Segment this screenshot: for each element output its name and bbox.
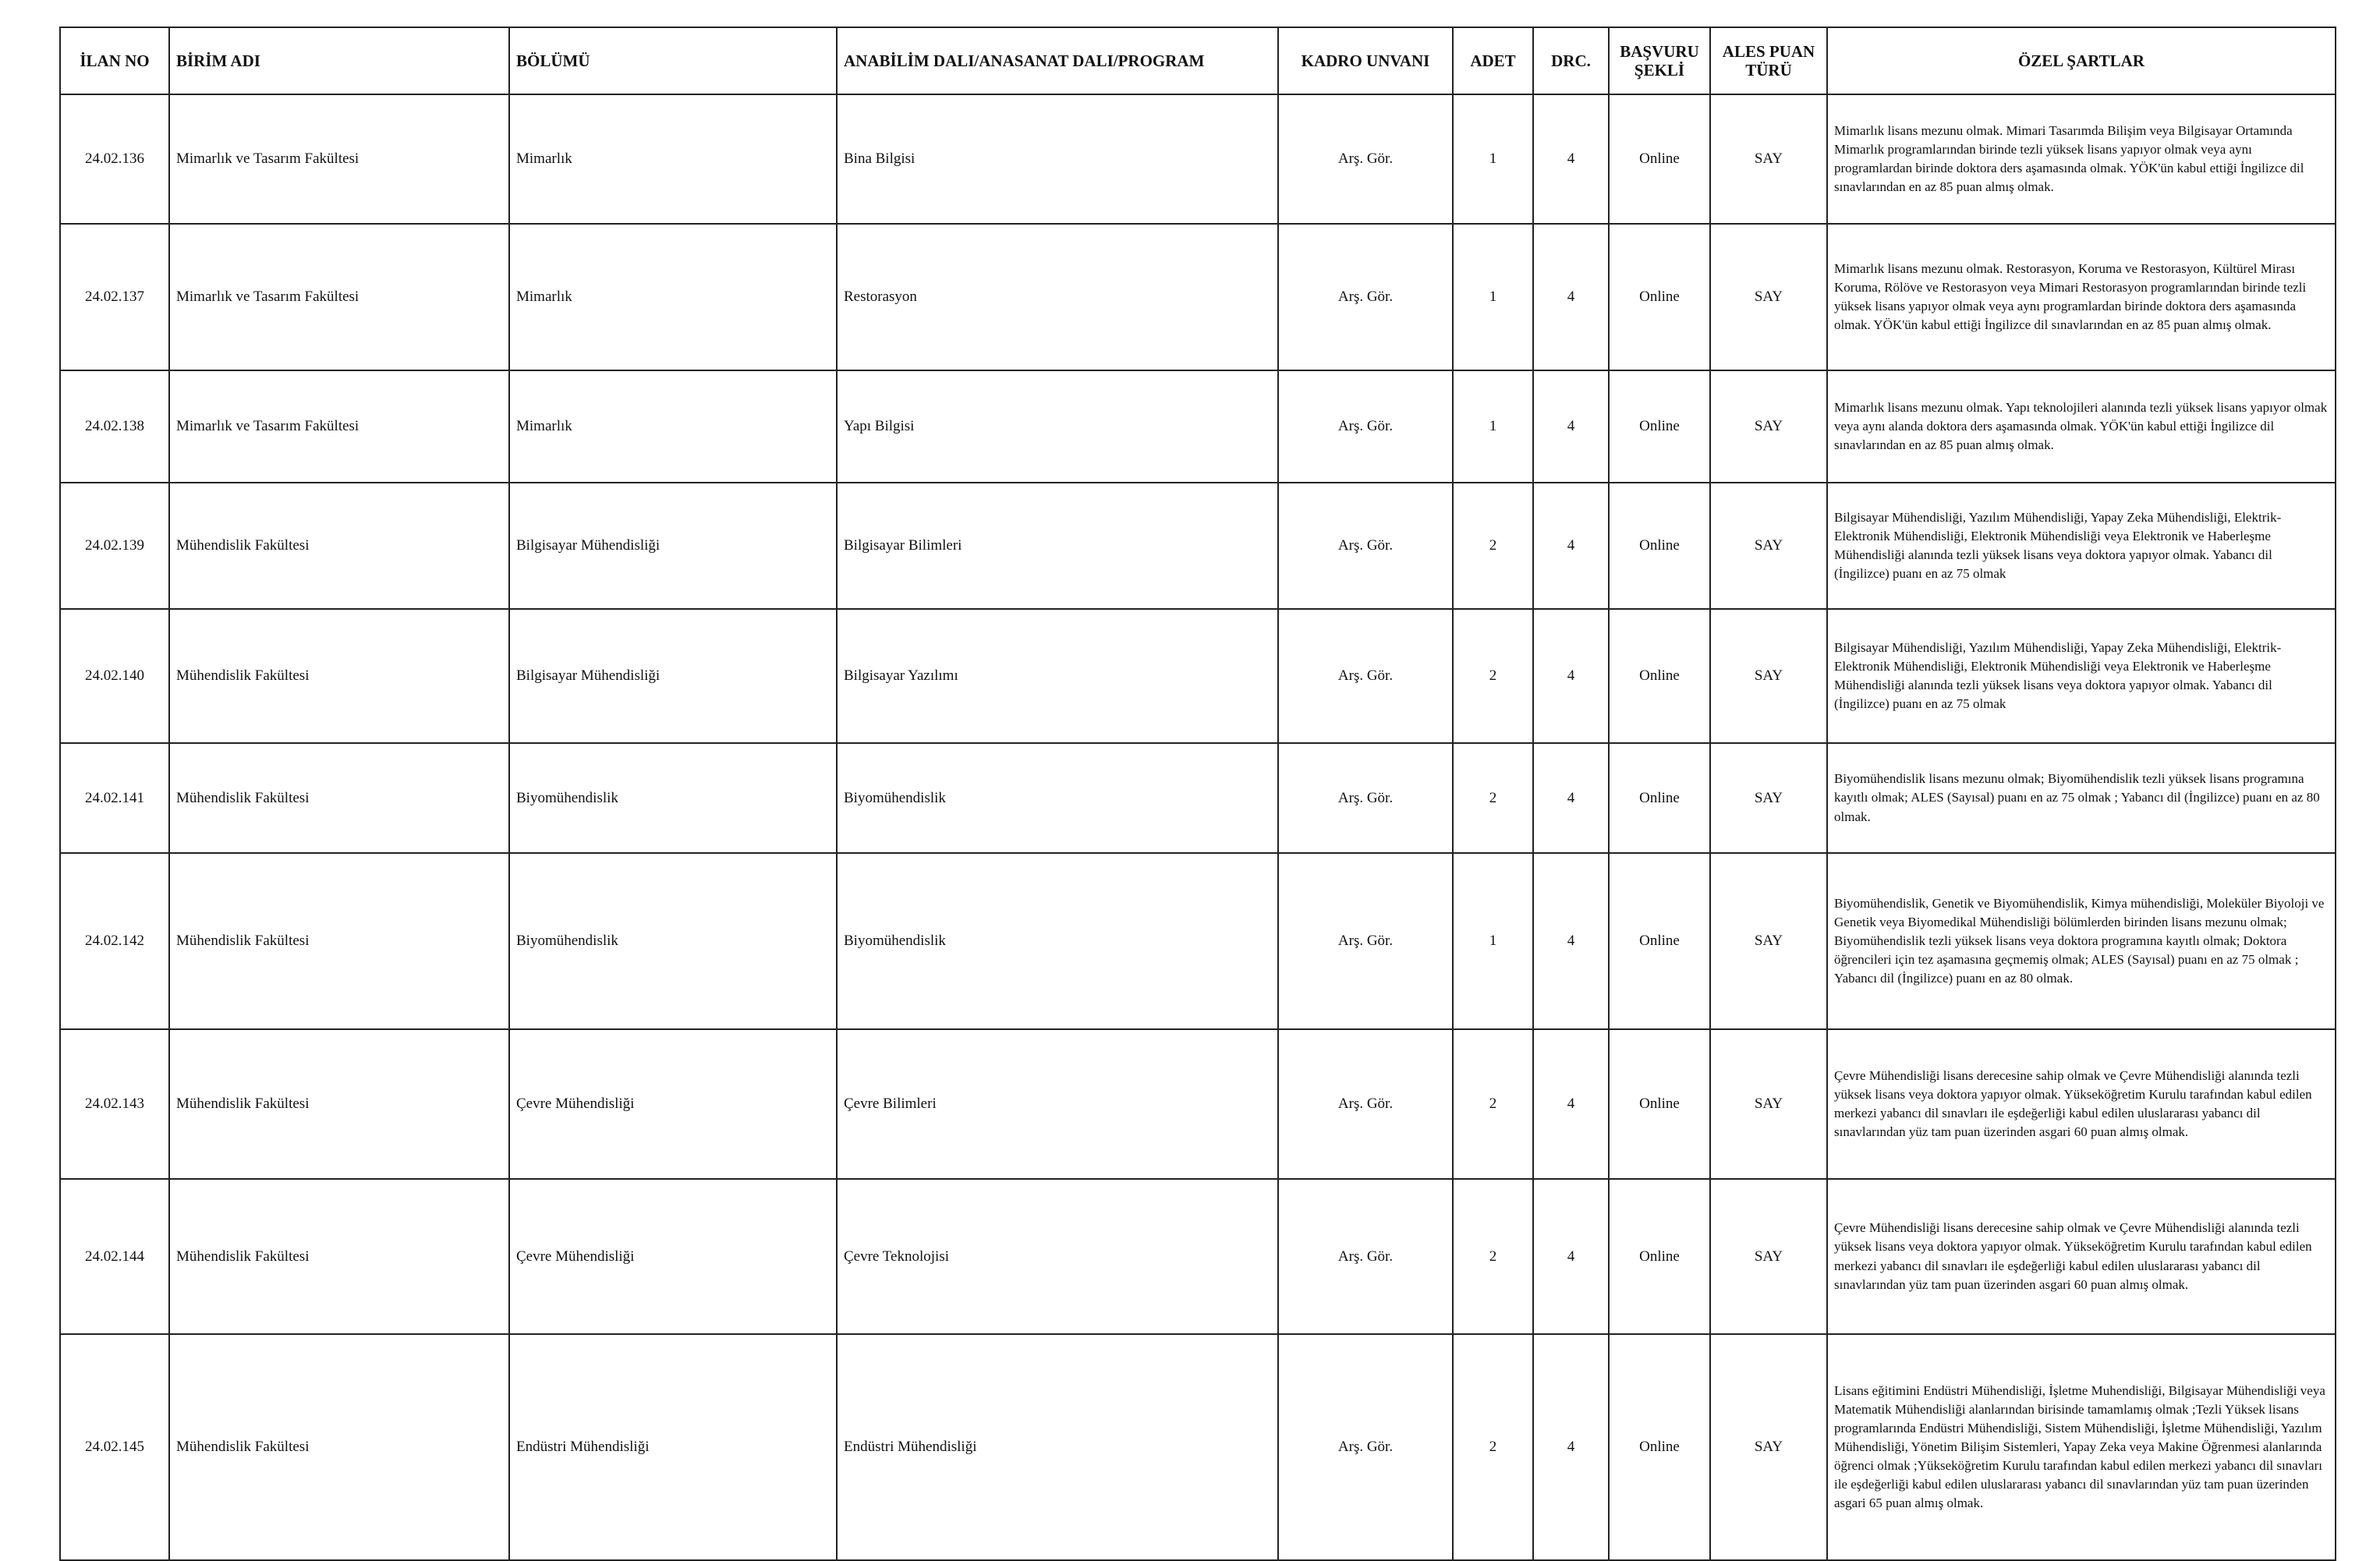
- ozel-sartlar-cell: Çevre Mühendisliği lisans derecesine sahip olmak ve Çevre Mühendisliği alanında tezli yüksek lisans veya doktora yapıyor olmak. Yükseköğretim Kurulu tarafından kabul edilen merkezi yabancı dil sınavları ile eşdeğerliği kabul edilen uluslararası yabancı dil sınavlarından yüz tam puan üzerinden asgari 60 puan almış olmak.: [1827, 1029, 2336, 1179]
- basvuru-cell: Online: [1609, 370, 1710, 483]
- anabilim-cell: Endüstri Mühendisliği: [837, 1334, 1278, 1560]
- anabilim-cell: Bilgisayar Bilimleri: [837, 483, 1278, 609]
- anabilim-cell: Çevre Bilimleri: [837, 1029, 1278, 1179]
- kadro-cell: Arş. Gör.: [1278, 1334, 1453, 1560]
- table-row: [60, 94, 2336, 224]
- basvuru-cell: Online: [1609, 609, 1710, 743]
- drc-cell: 4: [1533, 94, 1609, 224]
- adet-cell: 1: [1453, 224, 1533, 370]
- ilan-no-cell: 24.02.141: [60, 743, 169, 853]
- ozel-sartlar-cell: Bilgisayar Mühendisliği, Yazılım Mühendisliği, Yapay Zeka Mühendisliği, Elektrik-Elektronik Mühendisliği, Elektronik Mühendisliği veya Elektronik ve Haberleşme Mühendisliği alanında tezli yüksek lisans veya doktora yapıyor olmak. Yabancı dil (İngilizce) puanı en az 75 olmak: [1827, 609, 2336, 743]
- bolum-cell: Biyomühendislik: [509, 743, 837, 853]
- header-anabilim-dali: ANABİLİM DALI/ANASANAT DALI/PROGRAM: [837, 27, 1278, 94]
- ozel-sartlar-cell: Çevre Mühendisliği lisans derecesine sahip olmak ve Çevre Mühendisliği alanında tezli yüksek lisans veya doktora yapıyor olmak. Yükseköğretim Kurulu tarafından kabul edilen merkezi yabancı dil sınavları ile eşdeğerliği kabul edilen uluslararası yabancı dil sınavlarından yüz tam puan üzerinden asgari 60 puan almış olmak.: [1827, 1179, 2336, 1334]
- bolum-cell: Çevre Mühendisliği: [509, 1029, 837, 1179]
- ozel-sartlar-cell: Mimarlık lisans mezunu olmak. Restorasyon, Koruma ve Restorasyon, Kültürel Mirası Koruma, Rölöve ve Restorasyon veya Mimari Restorasyon programlarından birinde tezli yüksek lisans yapıyor olmak veya aynı programlardan birinde doktora ders aşamasında olmak. YÖK'ün kabul ettiği İngilizce dil sınavlarından en az 85 puan almış olmak.: [1827, 224, 2336, 370]
- ilan-no-cell: 24.02.136: [60, 94, 169, 224]
- anabilim-cell: Bina Bilgisi: [837, 94, 1278, 224]
- header-basvuru-sekli: BAŞVURU ŞEKLİ: [1609, 27, 1710, 94]
- anabilim-cell: Biyomühendislik: [837, 743, 1278, 853]
- birim-cell: Mühendislik Fakültesi: [169, 1029, 509, 1179]
- birim-cell: Mühendislik Fakültesi: [169, 609, 509, 743]
- bolum-cell: Endüstri Mühendisliği: [509, 1334, 837, 1560]
- basvuru-cell: Online: [1609, 483, 1710, 609]
- ales-cell: SAY: [1710, 1334, 1827, 1560]
- ilan-no-cell: 24.02.140: [60, 609, 169, 743]
- header-row: [60, 27, 2336, 94]
- ales-cell: SAY: [1710, 1029, 1827, 1179]
- table-row: [60, 370, 2336, 483]
- header-adet: ADET: [1453, 27, 1533, 94]
- table-row: [60, 1029, 2336, 1179]
- ales-cell: SAY: [1710, 370, 1827, 483]
- adet-cell: 1: [1453, 94, 1533, 224]
- adet-cell: 2: [1453, 609, 1533, 743]
- bolum-cell: Mimarlık: [509, 370, 837, 483]
- ozel-sartlar-cell: Biyomühendislik lisans mezunu olmak; Biyomühendislik tezli yüksek lisans programına kayıtlı olmak; ALES (Sayısal) puanı en az 75 olmak ; Yabancı dil (İngilizce) puanı en az 80 olmak.: [1827, 743, 2336, 853]
- drc-cell: 4: [1533, 370, 1609, 483]
- basvuru-cell: Online: [1609, 1179, 1710, 1334]
- header-birim-adi: BİRİM ADI: [169, 27, 509, 94]
- header-ilan-no: İLAN NO: [60, 27, 169, 94]
- basvuru-cell: Online: [1609, 743, 1710, 853]
- header-ozel-sartlar: ÖZEL ŞARTLAR: [1827, 27, 2336, 94]
- bolum-cell: Çevre Mühendisliği: [509, 1179, 837, 1334]
- drc-cell: 4: [1533, 609, 1609, 743]
- position-table: [59, 27, 2336, 1561]
- ilan-no-cell: 24.02.142: [60, 853, 169, 1029]
- anabilim-cell: Çevre Teknolojisi: [837, 1179, 1278, 1334]
- kadro-cell: Arş. Gör.: [1278, 1179, 1453, 1334]
- kadro-cell: Arş. Gör.: [1278, 743, 1453, 853]
- kadro-cell: Arş. Gör.: [1278, 609, 1453, 743]
- kadro-cell: Arş. Gör.: [1278, 94, 1453, 224]
- basvuru-cell: Online: [1609, 1334, 1710, 1560]
- adet-cell: 2: [1453, 1029, 1533, 1179]
- bolum-cell: Bilgisayar Mühendisliği: [509, 609, 837, 743]
- listing-sheet: [59, 27, 2335, 1561]
- ales-cell: SAY: [1710, 853, 1827, 1029]
- drc-cell: 4: [1533, 853, 1609, 1029]
- basvuru-cell: Online: [1609, 94, 1710, 224]
- ales-cell: SAY: [1710, 94, 1827, 224]
- kadro-cell: Arş. Gör.: [1278, 853, 1453, 1029]
- adet-cell: 2: [1453, 483, 1533, 609]
- table-row: [60, 743, 2336, 853]
- ilan-no-cell: 24.02.137: [60, 224, 169, 370]
- adet-cell: 2: [1453, 1179, 1533, 1334]
- table-row: [60, 1179, 2336, 1334]
- basvuru-cell: Online: [1609, 1029, 1710, 1179]
- bolum-cell: Biyomühendislik: [509, 853, 837, 1029]
- birim-cell: Mühendislik Fakültesi: [169, 1334, 509, 1560]
- adet-cell: 1: [1453, 370, 1533, 483]
- birim-cell: Mühendislik Fakültesi: [169, 743, 509, 853]
- ilan-no-cell: 24.02.145: [60, 1334, 169, 1560]
- ales-cell: SAY: [1710, 743, 1827, 853]
- drc-cell: 4: [1533, 743, 1609, 853]
- basvuru-cell: Online: [1609, 224, 1710, 370]
- drc-cell: 4: [1533, 1334, 1609, 1560]
- ales-cell: SAY: [1710, 609, 1827, 743]
- anabilim-cell: Yapı Bilgisi: [837, 370, 1278, 483]
- adet-cell: 1: [1453, 853, 1533, 1029]
- anabilim-cell: Bilgisayar Yazılımı: [837, 609, 1278, 743]
- drc-cell: 4: [1533, 224, 1609, 370]
- ozel-sartlar-cell: Mimarlık lisans mezunu olmak. Mimari Tasarımda Bilişim veya Bilgisayar Ortamında Mimarlık programlarından birinde tezli yüksek lisans yapıyor olmak veya aynı programlardan birinde doktora ders aşamasında olmak. YÖK'ün kabul ettiği İngilizce dil sınavlarından en az 85 puan almış olmak.: [1827, 94, 2336, 224]
- ilan-no-cell: 24.02.144: [60, 1179, 169, 1334]
- header-kadro-unvani: KADRO UNVANI: [1278, 27, 1453, 94]
- bolum-cell: Bilgisayar Mühendisliği: [509, 483, 837, 609]
- kadro-cell: Arş. Gör.: [1278, 224, 1453, 370]
- ales-cell: SAY: [1710, 224, 1827, 370]
- ilan-no-cell: 24.02.139: [60, 483, 169, 609]
- adet-cell: 2: [1453, 1334, 1533, 1560]
- bolum-cell: Mimarlık: [509, 94, 837, 224]
- birim-cell: Mimarlık ve Tasarım Fakültesi: [169, 370, 509, 483]
- drc-cell: 4: [1533, 1179, 1609, 1334]
- header-drc: DRC.: [1533, 27, 1609, 94]
- table-row: [60, 853, 2336, 1029]
- birim-cell: Mühendislik Fakültesi: [169, 483, 509, 609]
- ozel-sartlar-cell: Biyomühendislik, Genetik ve Biyomühendislik, Kimya mühendisliği, Moleküler Biyoloji ve Genetik veya Biyomedikal Mühendisliği bölümlerden birinden lisans mezunu olmak; Biyomühendislik tezli yüksek lisans veya doktora programına kayıtlı olmak; Doktora öğrencileri için tez aşamasına geçmemiş olmak; ALES (Sayısal) puanı en az 75 olmak ; Yabancı dil (İngilizce) puanı en az 80 olmak.: [1827, 853, 2336, 1029]
- table-row: [60, 224, 2336, 370]
- header-ales-puan-turu: ALES PUAN TÜRÜ: [1710, 27, 1827, 94]
- basvuru-cell: Online: [1609, 853, 1710, 1029]
- birim-cell: Mühendislik Fakültesi: [169, 853, 509, 1029]
- kadro-cell: Arş. Gör.: [1278, 483, 1453, 609]
- header-bolumu: BÖLÜMÜ: [509, 27, 837, 94]
- ales-cell: SAY: [1710, 483, 1827, 609]
- drc-cell: 4: [1533, 1029, 1609, 1179]
- ozel-sartlar-cell: Lisans eğitimini Endüstri Mühendisliği, İşletme Muhendisliği, Bilgisayar Mühendisliği veya Matematik Mühendisliği alanlarından birisinde tamamlamış olmak ;Tezli Yüksek lisans programlarında Endüstri Mühendisliği, Sistem Mühendisliği, İşletme Mühendisliği, Yazılım Mühendisliği, Yönetim Bilişim Sistemleri, Yapay Zeka veya Makine Öğrenmesi alanlarında öğrenci olmak ;Yükseköğretim Kurulu tarafından kabul edilen merkezi yabancı dil sınavları ile eşdeğerliği kabul edilen uluslararası yabancı dil sınavlarından yüz tam puan üzerinden asgari 65 puan almış olmak.: [1827, 1334, 2336, 1560]
- bolum-cell: Mimarlık: [509, 224, 837, 370]
- birim-cell: Mimarlık ve Tasarım Fakültesi: [169, 224, 509, 370]
- ales-cell: SAY: [1710, 1179, 1827, 1334]
- ilan-no-cell: 24.02.143: [60, 1029, 169, 1179]
- table-row: [60, 1334, 2336, 1560]
- birim-cell: Mimarlık ve Tasarım Fakültesi: [169, 94, 509, 224]
- anabilim-cell: Restorasyon: [837, 224, 1278, 370]
- table-row: [60, 609, 2336, 743]
- drc-cell: 4: [1533, 483, 1609, 609]
- adet-cell: 2: [1453, 743, 1533, 853]
- table-row: [60, 483, 2336, 609]
- birim-cell: Mühendislik Fakültesi: [169, 1179, 509, 1334]
- kadro-cell: Arş. Gör.: [1278, 370, 1453, 483]
- ozel-sartlar-cell: Bilgisayar Mühendisliği, Yazılım Mühendisliği, Yapay Zeka Mühendisliği, Elektrik-Elektronik Mühendisliği, Elektronik Mühendisliği veya Elektronik ve Haberleşme Mühendisliği alanında tezli yüksek lisans veya doktora yapıyor olmak. Yabancı dil (İngilizce) puanı en az 75 olmak: [1827, 483, 2336, 609]
- ozel-sartlar-cell: Mimarlık lisans mezunu olmak. Yapı teknolojileri alanında tezli yüksek lisans yapıyor olmak veya aynı alanda doktora ders aşamasında olmak. YÖK'ün kabul ettiği İngilizce dil sınavlarından en az 85 puan almış olmak.: [1827, 370, 2336, 483]
- anabilim-cell: Biyomühendislik: [837, 853, 1278, 1029]
- ilan-no-cell: 24.02.138: [60, 370, 169, 483]
- kadro-cell: Arş. Gör.: [1278, 1029, 1453, 1179]
